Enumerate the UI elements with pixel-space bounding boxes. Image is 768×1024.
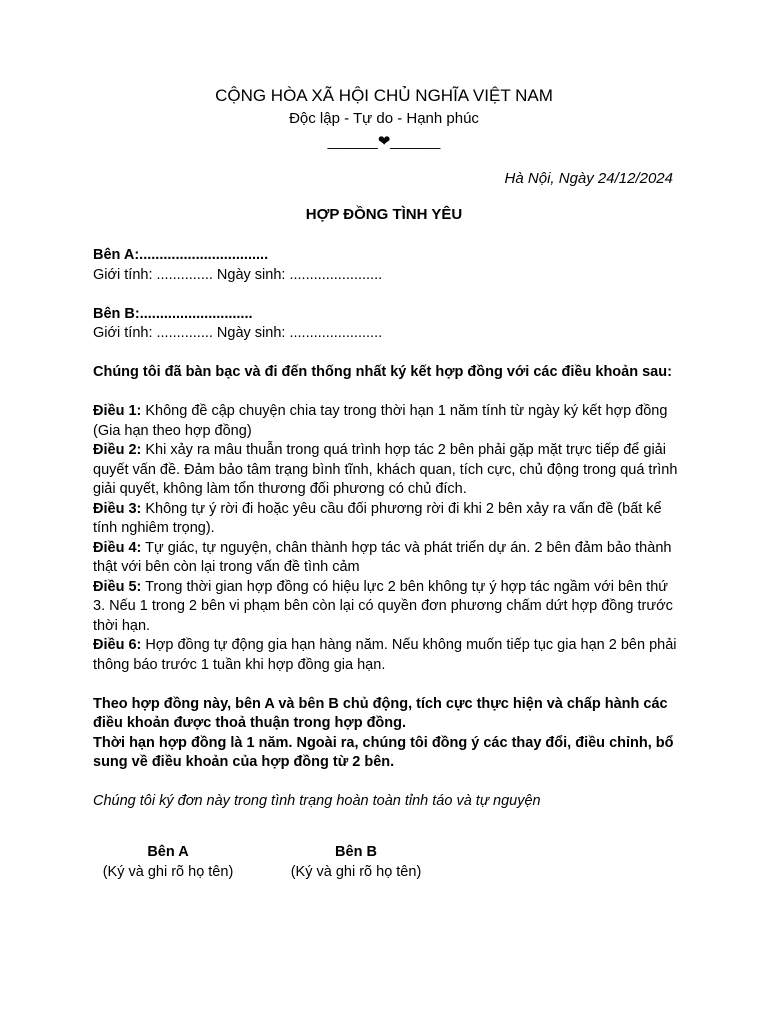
article-label: Điều 3: — [93, 500, 142, 517]
declaration: Chúng tôi ký đơn này trong tình trạng hoàn toàn tỉnh táo và tự nguyện — [93, 793, 541, 809]
date-line: Hà Nội, Ngày 24/12/2024 — [504, 170, 673, 187]
article-label: Điều 2: — [93, 442, 142, 458]
article-2 — [93, 441, 683, 500]
article-label: Điều 5: — [93, 578, 142, 595]
article-text: Trong thời gian hợp đồng có hiệu lực 2 bên không tự ý hợp tác ngầm với bên thứ 3. Nếu 1 trong 2 bên vi phạm bên còn lại có quyền đơn phương chấm dứt hợp đồng trước thời hạn. — [93, 578, 673, 634]
article-label: Điều 4: — [93, 539, 142, 556]
signature-a-label: Bên A — [147, 844, 189, 860]
national-motto: Độc lập - Tự do - Hạnh phúc — [289, 110, 479, 127]
signature-b-label: Bên B — [335, 844, 377, 860]
document-body — [93, 246, 683, 812]
article-text: Không đề cập chuyện chia tay trong thời hạn 1 năm tính từ ngày ký kết hợp đồng (Gia hạn theo hợp đồng) — [93, 403, 668, 439]
closing-paragraph-1: Theo hợp đồng này, bên A và bên B chủ động, tích cực thực hiện và chấp hành các điều khoản được thoả thuận trong hợp đồng. — [93, 695, 668, 731]
article-5 — [93, 578, 683, 637]
party-a-info: Giới tính: .............. Ngày sinh: ....................... — [93, 266, 383, 283]
article-text: Hợp đồng tự động gia hạn hàng năm. Nếu không muốn tiếp tục gia hạn 2 bên phải thông báo trước 1 tuần khi hợp đồng gia hạn. — [93, 637, 677, 673]
agreement-intro: Chúng tôi đã bàn bạc và đi đến thống nhất ký kết hợp đồng với các điều khoản sau: — [93, 364, 672, 380]
article-3 — [93, 500, 683, 539]
party-b-label: Bên B:............................ — [93, 305, 253, 322]
article-4 — [93, 539, 683, 578]
article-6 — [93, 636, 683, 675]
article-1 — [93, 402, 683, 441]
article-text: Không tự ý rời đi hoặc yêu cầu đối phương rời đi khi 2 bên xảy ra vấn đề (bất kể tính nghiêm trọng). — [93, 500, 662, 536]
party-a-label: Bên A:................................ — [93, 247, 269, 263]
signature-block-a — [88, 842, 248, 882]
party-b-info: Giới tính: .............. Ngày sinh: ....................... — [93, 325, 383, 341]
signature-a-note: (Ký và ghi rõ họ tên) — [102, 864, 234, 880]
national-title: CỘNG HÒA XÃ HỘI CHỦ NGHĨA VIỆT NAM — [215, 86, 553, 105]
article-text: Tự giác, tự nguyện, chân thành hợp tác và phát triển dự án. 2 bên đảm bảo thành thật với bên còn lại trong vấn đề tình cảm — [93, 539, 672, 575]
signature-b-note: (Ký và ghi rõ họ tên) — [290, 864, 422, 880]
article-label: Điều 6: — [93, 637, 142, 653]
signature-block-b — [276, 842, 436, 882]
document-title: HỢP ĐỒNG TÌNH YÊU — [305, 206, 463, 223]
article-label: Điều 1: — [93, 403, 142, 419]
heart-divider: ______❤______ — [327, 133, 441, 150]
closing-paragraph-2: Thời hạn hợp đồng là 1 năm. Ngoài ra, chúng tôi đồng ý các thay đổi, điều chỉnh, bổ sung về điều khoản của hợp đồng từ 2 bên. — [93, 734, 674, 770]
article-text: Khi xảy ra mâu thuẫn trong quá trình hợp tác 2 bên phải gặp mặt trực tiếp để giải quyết vấn đề. Đảm bảo tâm trạng bình tĩnh, khách quan, tích cực, chủ động trong quá trình giải quyết, không làm tổn thương đối phương có chủ đích. — [93, 442, 678, 497]
